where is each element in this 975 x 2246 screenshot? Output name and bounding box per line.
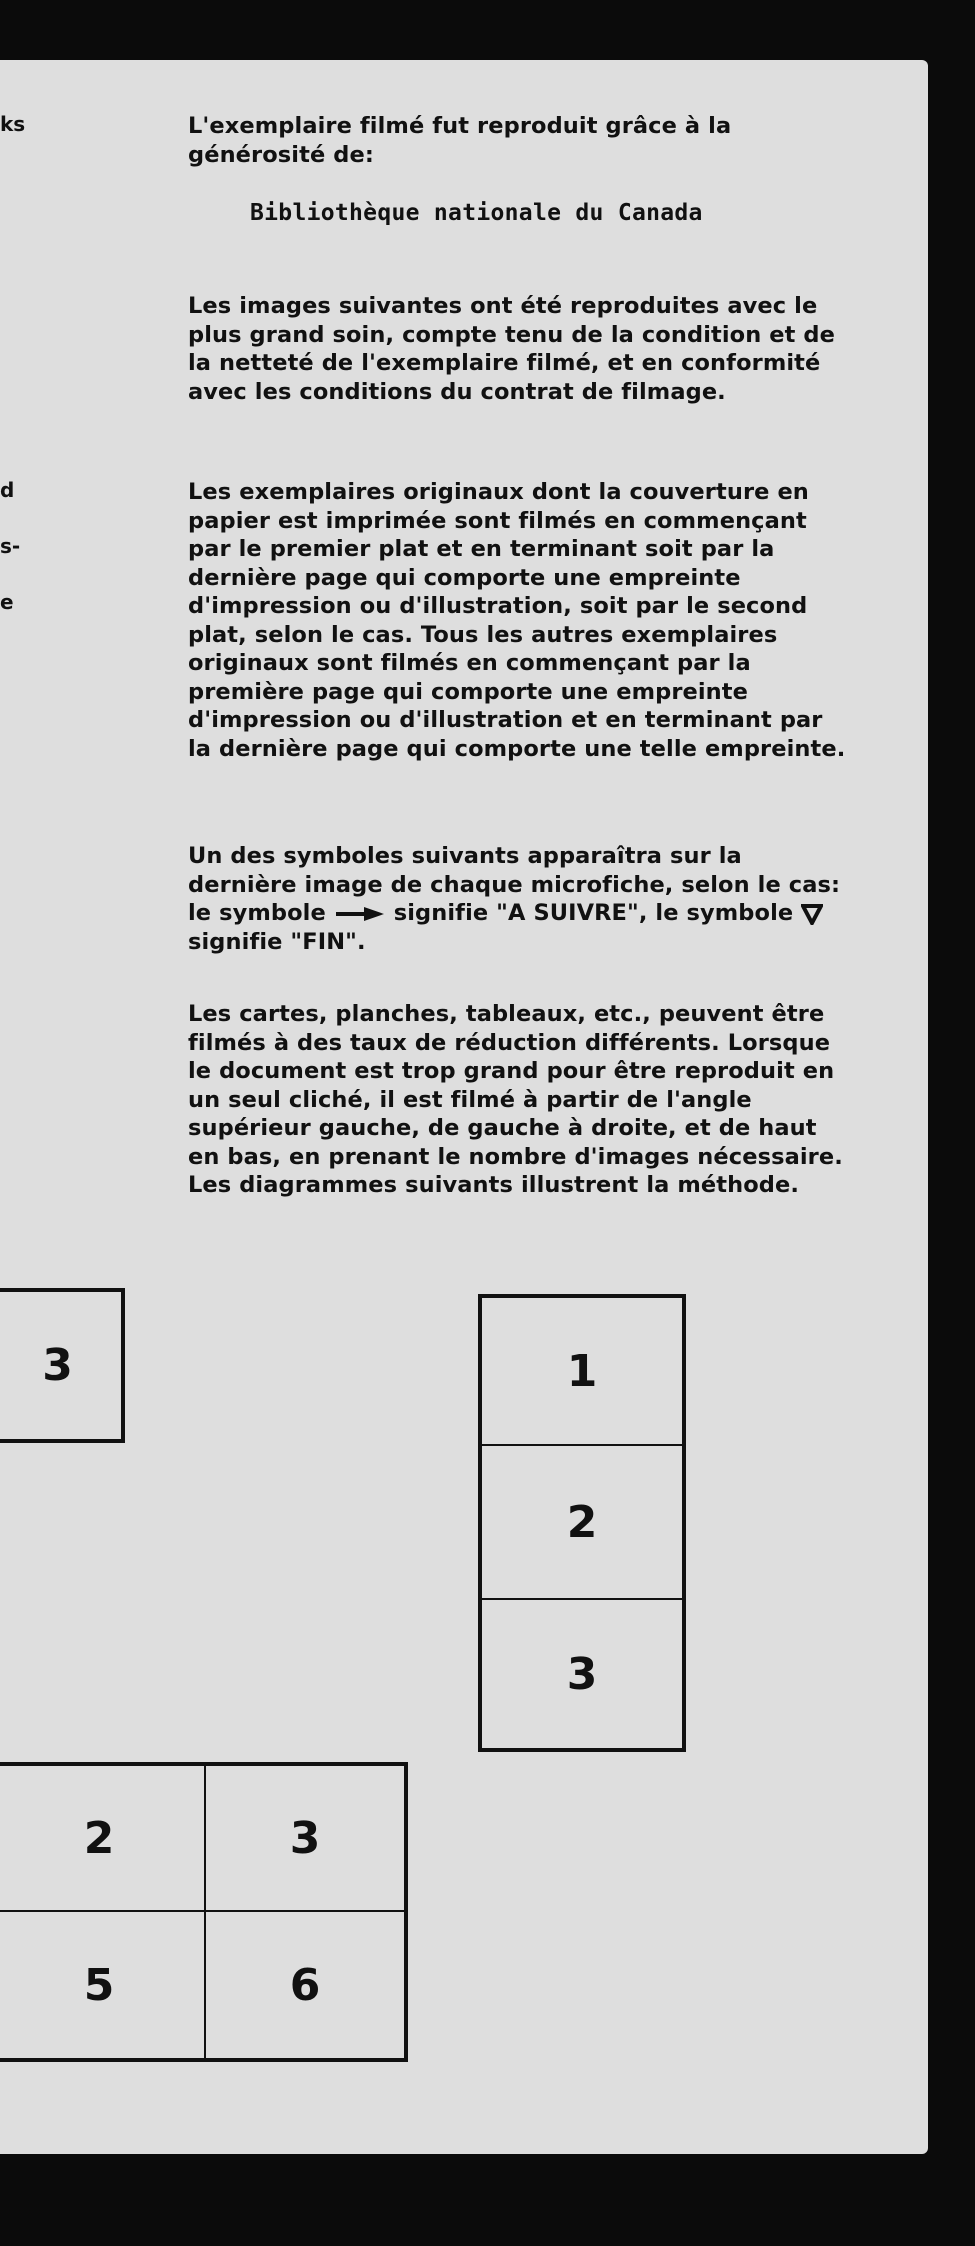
diagram-frame: 2 (0, 1762, 206, 1912)
credit-line: L'exemplaire filmé fut reproduit grâce à la générosité de: (188, 113, 732, 168)
symbols-text-a: Un des symboles suivants apparaîtra sur la dernière image de chaque microfiche, selon le cas: le symbole (188, 843, 841, 926)
paragraph-symbols (188, 842, 848, 956)
left-edge-fragment: e (0, 590, 14, 614)
paragraph-conditions: Les images suivantes ont été reproduites avec le plus grand soin, compte tenu de la condition et de la netteté de l'exemplaire filmé, et en conformité avec les conditions du contrat de filmage. (188, 293, 835, 405)
diagram-frame: 3 (478, 1598, 686, 1752)
symbols-text-b: signifie "A SUIVRE", le symbole (393, 900, 794, 926)
diagram-frame: 3 (0, 1288, 125, 1443)
diagram-frame: 5 (0, 1910, 206, 2062)
triangle-down-icon (801, 903, 823, 925)
diagram-frame: 1 (478, 1294, 686, 1446)
paragraph-diagrams: Les cartes, planches, tableaux, etc., peuvent être filmés à des taux de réduction différents. Lorsque le document est trop grand pour être reproduit en un seul cliché, il est filmé à partir de l'angle supérieur gauche, de gauche à droite, et de haut en bas, en prenant le nombre d'images nécessaire. Les diagrammes suivants illustrent la méthode. (188, 1001, 843, 1198)
left-edge-fragment: ks (0, 112, 26, 136)
arrow-right-icon (334, 906, 386, 922)
document-page (0, 60, 928, 2154)
diagram-frame: 2 (478, 1444, 686, 1600)
left-edge-fragment: d (0, 478, 15, 502)
diagram-frame: 3 (204, 1762, 408, 1912)
left-edge-fragment: s- (0, 534, 21, 558)
paragraph-originals: Les exemplaires originaux dont la couverture en papier est imprimée sont filmés en commençant par le premier plat et en terminant soit par la dernière page qui comporte une empreinte d'impression ou d'illustration, soit par le second plat, selon le cas. Tous les autres exemplaires originaux sont filmés en commençant par la première page qui comporte une empreinte d'impression ou d'illustration et en terminant par la dernière page qui comporte une telle empreinte. (188, 479, 846, 762)
symbols-text-c: signifie "FIN". (188, 928, 366, 955)
institution-name: Bibliothèque nationale du Canada (250, 200, 703, 226)
diagram-frame: 6 (204, 1910, 408, 2062)
